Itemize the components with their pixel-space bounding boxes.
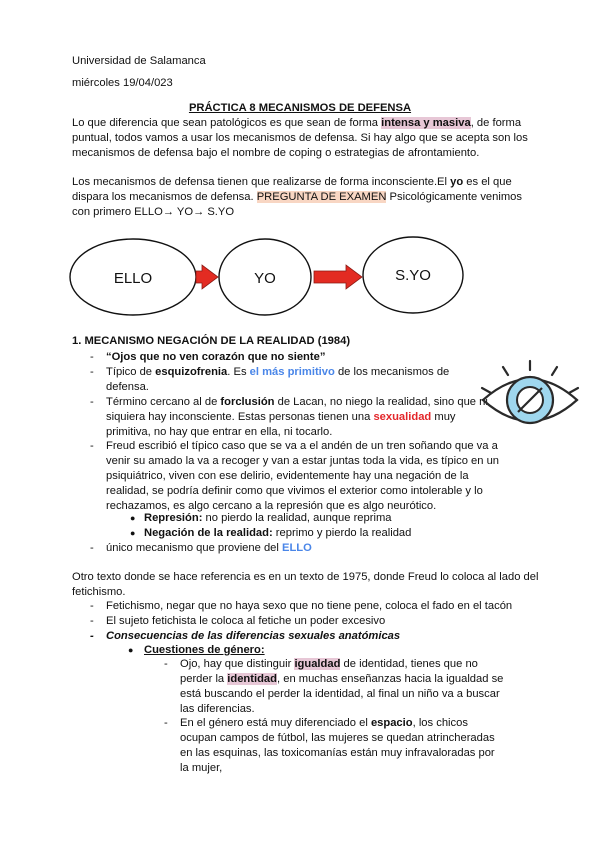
highlight-intensa: intensa y masiva: [381, 117, 471, 129]
list-item: - único mecanismo que proviene del ELLO: [90, 542, 312, 554]
section1-list-cont: [90, 439, 500, 514]
intro-paragraph-2: Los mecanismos de defensa tienen que realizarse de forma inconsciente.El yo es el que dispara los mecanismos de defensa. PREGUNTA DE EXAMEN Psicológicamente venimos con primero ELLO→ YO→ S.YO: [72, 176, 522, 218]
gender-questions-heading: Cuestiones de género:: [144, 644, 265, 656]
list-item: ● Represión: no pierdo la realidad, aunque reprima: [130, 512, 392, 524]
list-item: - Término cercano al de forclusión de Lacan, no niego la realidad, sino que ni siquiera hay inconsciente. Estas personas tienen una sexualidad muy primitiva, no hay que entrar en ella, ni tocarlo.: [90, 396, 488, 438]
university: Universidad de Salamanca: [72, 55, 206, 67]
list-item: - El sujeto fetichista le coloca al fetiche un poder excesivo: [90, 615, 386, 627]
section2-intro: Otro texto donde se hace referencia es en un texto de 1975, donde Freud lo coloca al lado del fetichismo.: [72, 571, 539, 598]
section1-heading: 1. MECANISMO NEGACIÓN DE LA REALIDAD (1984): [72, 335, 351, 347]
date: miércoles 19/04/023: [72, 77, 173, 89]
exam-question-highlight: PREGUNTA DE EXAMEN: [256, 191, 387, 203]
intro-paragraph-1: Lo que diferencia que sean patológicos es que sean de forma intensa y masiva, de forma puntual, todos vamos a usar los mecanismos de defensa. Si hay algo que se acepta son los mecanismos de defensa bajo el nombre de coping o estrategias de afrontamiento.: [72, 117, 528, 159]
section2-dash-list-2: [164, 716, 504, 776]
section1-list-end: [90, 541, 495, 556]
list-item: - Típico de esquizofrenia. Es el más primitivo de los mecanismos de defensa.: [90, 366, 450, 393]
list-item: ● Negación de la realidad: reprimo y pierdo la realidad: [130, 527, 412, 539]
section2-dash-list: [164, 657, 504, 717]
section1-list: [90, 350, 495, 440]
arrow-1: [196, 265, 218, 289]
list-item: - “Ojos que no ven corazón que no siente”: [90, 351, 326, 363]
section2-list: [90, 599, 550, 644]
list-item: ● Cuestiones de género:: [128, 644, 265, 656]
arrow-2: [314, 265, 362, 289]
list-item: - Consecuencias de las diferencias sexuales anatómicas: [90, 630, 401, 642]
section1-sublist: [130, 511, 510, 541]
node-label-ello: ELLO: [113, 270, 153, 287]
list-item: - Ojo, hay que distinguir igualdad de identidad, tienes que no perder la identidad, en muchas enseñanzas hacia la igualdad se está buscando el perder la identidad, al final un niño va a buscar las diferencias.: [164, 658, 504, 715]
eye-icon: [478, 358, 582, 442]
node-label-syo: S.YO: [395, 267, 431, 284]
list-item: - Fetichismo, negar que no haya sexo que no tiene pene, coloca el fado en el tacón: [90, 600, 513, 612]
list-item: - Freud escribió el típico caso que se va a el andén de un tren soñando que va a venir su amado la va a recoger y van a estar juntas toda la vida, es típico en un psiquiátrico, viven con ese delirio, evidentemente hay una negación de la realidad, se podría definir como que vivimos el exterior como intolerable y lo rechazamos, es algo cercano a la represión que es algo neurótico.: [90, 440, 500, 512]
section2-sublist: [128, 643, 528, 658]
page-title: PRÁCTICA 8 MECANISMOS DE DEFENSA: [188, 102, 412, 114]
list-item: - En el género está muy diferenciado el espacio, los chicos ocupan campos de fútbol, las mujeres se quedan atrincheradas en las esquinas, las toxicomanías están muy infravaloradas por la mujer,: [164, 717, 495, 774]
node-label-yo: YO: [254, 270, 276, 287]
ello-yo-syo-diagram: [68, 236, 468, 320]
